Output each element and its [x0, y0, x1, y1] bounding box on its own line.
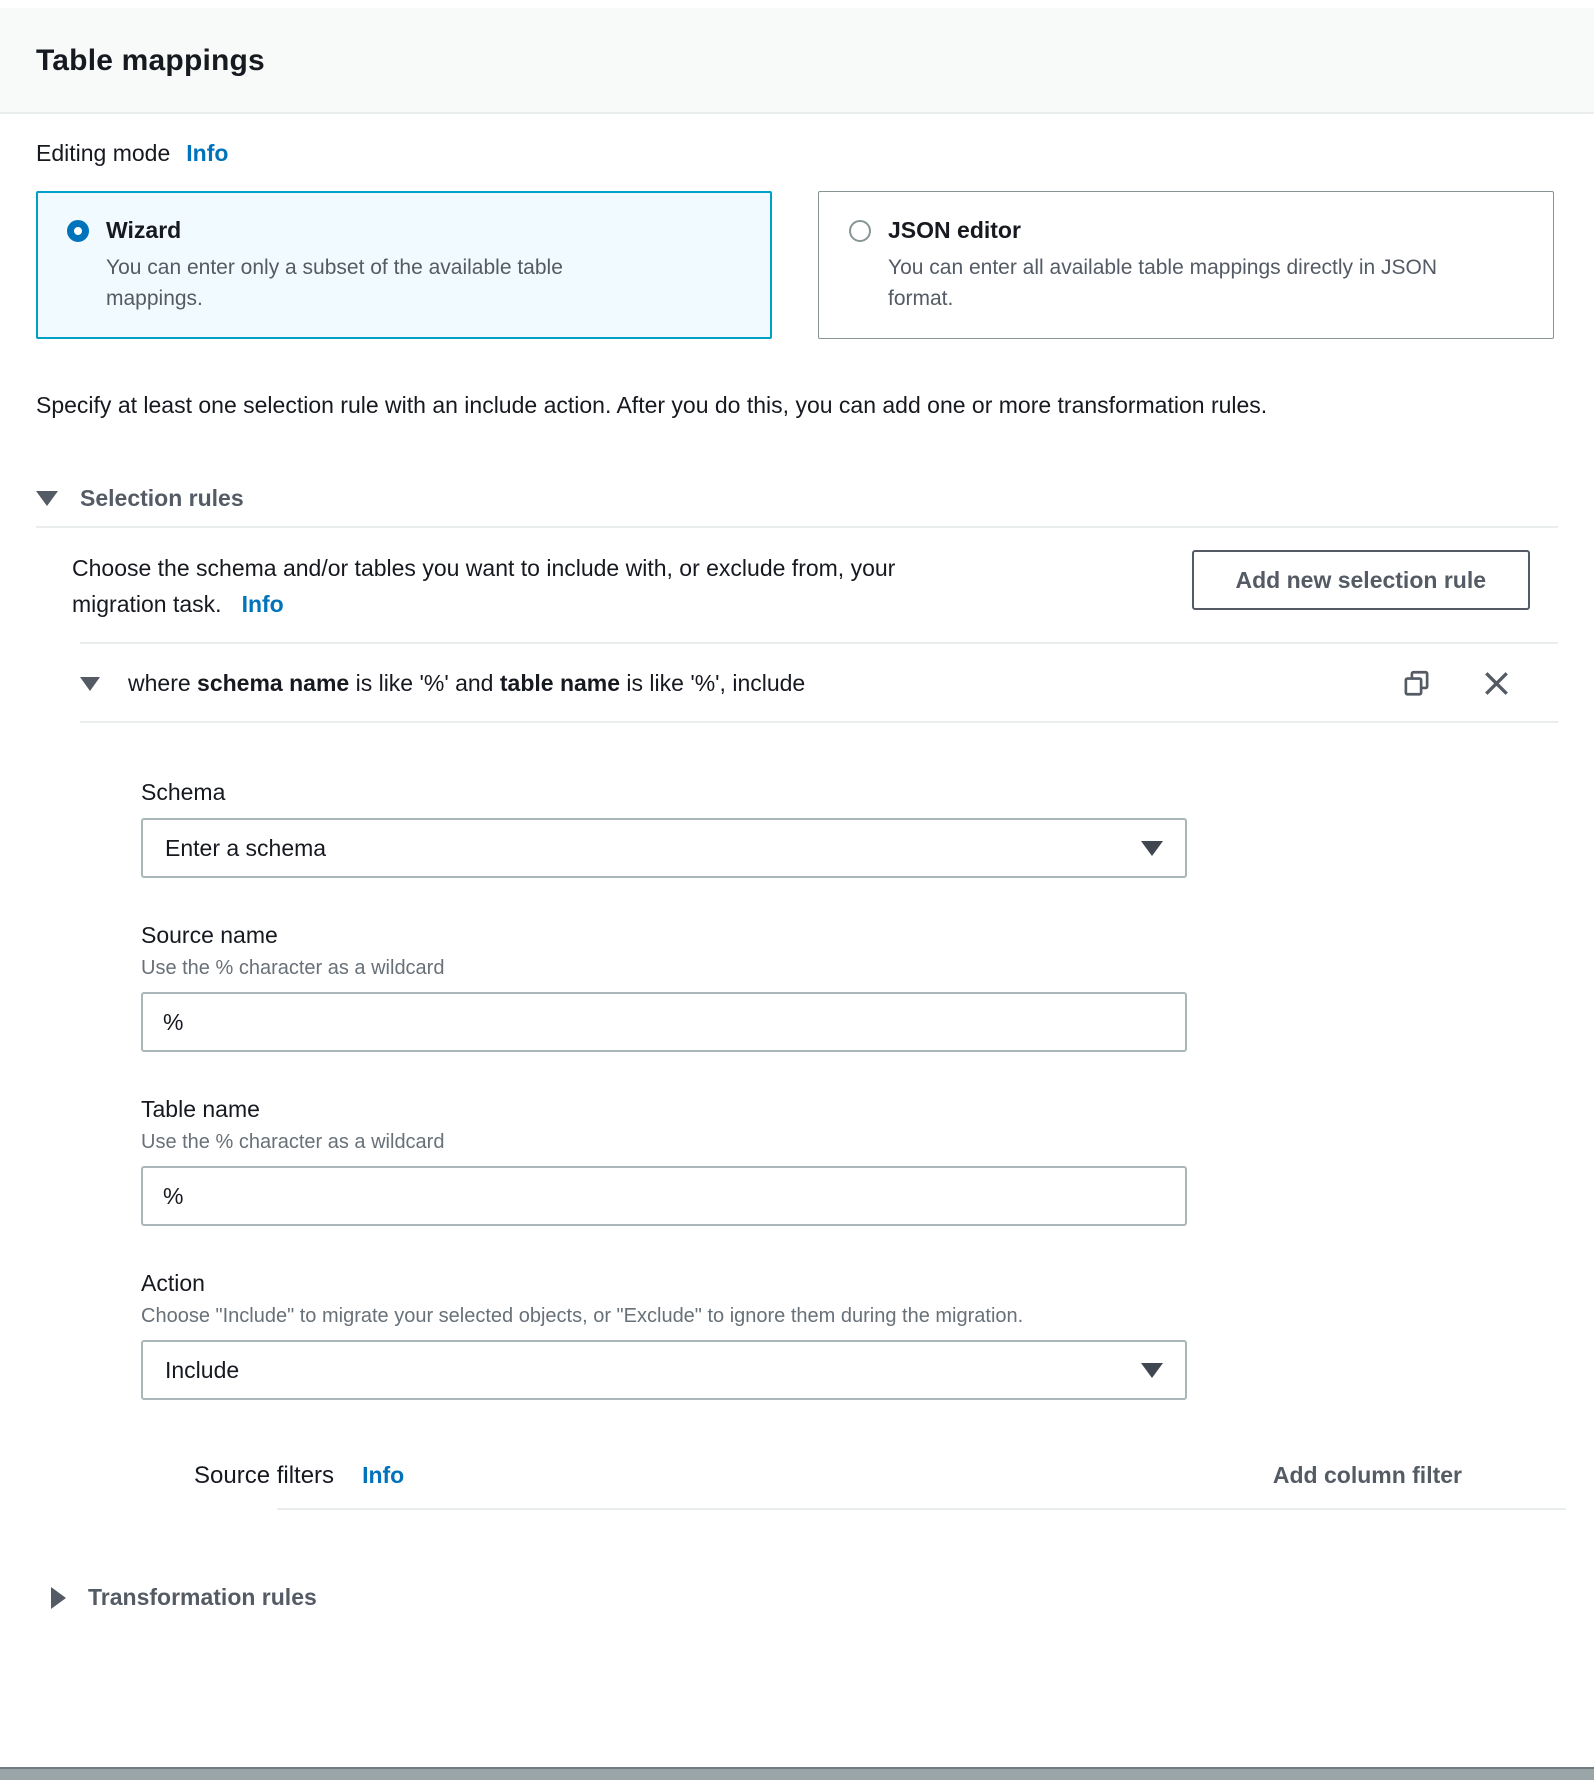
table-name-helper: Use the % character as a wildcard	[141, 1131, 445, 1153]
close-icon	[1481, 668, 1512, 699]
rule-form	[141, 779, 1187, 1400]
top-gap	[0, 0, 1594, 8]
json-editor-option-card[interactable]	[818, 191, 1554, 339]
rule-summary-suffix: is like '%', include	[620, 670, 806, 696]
page-title: Table mappings	[36, 44, 265, 77]
chevron-down-icon	[36, 491, 58, 506]
editing-mode-info-link[interactable]: Info	[186, 140, 229, 166]
selection-rules-content	[72, 550, 1558, 1510]
source-filters-divider	[277, 1508, 1566, 1510]
selection-rules-section-header[interactable]	[36, 485, 1558, 512]
selection-rules-title: Selection rules	[80, 485, 244, 511]
source-name-input[interactable]	[141, 992, 1187, 1052]
editing-mode-label: Editing mode	[36, 140, 171, 166]
action-select[interactable]	[141, 1340, 1187, 1400]
action-select-value: Include	[165, 1356, 240, 1383]
wizard-option-card[interactable]	[36, 191, 772, 339]
add-column-filter-button[interactable]: Add column filter	[1272, 1462, 1462, 1488]
json-editor-option-label: JSON editor	[888, 217, 1021, 243]
rule-header-row	[72, 644, 1558, 721]
rule-summary-schema: schema name	[197, 670, 350, 696]
editing-mode-options	[36, 191, 1558, 339]
selection-rules-toolbar	[72, 550, 1558, 622]
bottom-scrollbar-track[interactable]	[0, 1767, 1594, 1780]
wizard-radio-line	[67, 217, 743, 244]
action-helper: Choose "Include" to migrate your selected objects, or "Exclude" to ignore them during the migration.	[141, 1305, 1024, 1327]
wizard-option-description: You can enter only a subset of the available table mappings.	[106, 256, 563, 310]
duplicate-icon	[1402, 668, 1431, 699]
selection-rules-description-text: Choose the schema and/or tables you want to include with, or exclude from, your migration task.	[72, 555, 896, 617]
dropdown-caret-icon	[1141, 1363, 1163, 1378]
source-name-field-block	[141, 922, 1187, 1052]
schema-field-block	[141, 779, 1187, 878]
source-filters-info-link[interactable]: Info	[362, 1462, 405, 1488]
table-mappings-panel	[0, 140, 1594, 1611]
selection-rules-description	[72, 550, 972, 622]
table-name-input[interactable]	[141, 1166, 1187, 1226]
wizard-option-label: Wizard	[106, 217, 182, 243]
rule-expander-chevron-down-icon[interactable]	[80, 677, 100, 691]
rule-summary-mid: is like '%' and	[349, 670, 500, 696]
editing-mode-row	[36, 140, 1558, 167]
rule-summary-prefix: where	[128, 670, 198, 696]
action-label: Action	[141, 1270, 205, 1296]
rule-summary-table: table name	[499, 670, 621, 696]
selection-rules-info-link[interactable]: Info	[241, 591, 284, 617]
rule-actions	[1402, 668, 1512, 699]
source-name-label: Source name	[141, 922, 278, 948]
transformation-rules-section-header[interactable]	[51, 1584, 1558, 1611]
schema-select[interactable]	[141, 818, 1187, 878]
action-field-block	[141, 1270, 1187, 1400]
page-header	[0, 8, 1594, 114]
rule-header-divider	[80, 721, 1558, 723]
rule-summary	[128, 670, 805, 697]
schema-select-value: Enter a schema	[165, 834, 327, 861]
chevron-right-icon	[51, 1587, 66, 1609]
wizard-radio-button[interactable]	[67, 220, 89, 242]
add-selection-rule-button[interactable]: Add new selection rule	[1192, 550, 1531, 610]
intro-text: Specify at least one selection rule with an include action. After you do this, you can add one or more transformation rules.	[36, 392, 1268, 418]
source-filters-title: Source filters	[194, 1462, 335, 1489]
duplicate-rule-button[interactable]	[1402, 668, 1431, 699]
dropdown-caret-icon	[1141, 841, 1163, 856]
remove-rule-button[interactable]	[1481, 668, 1512, 699]
json-editor-radio-button[interactable]	[849, 220, 871, 242]
source-filters-row	[194, 1462, 1462, 1490]
transformation-rules-title: Transformation rules	[88, 1584, 317, 1610]
json-editor-radio-line	[849, 217, 1525, 244]
table-name-label: Table name	[141, 1096, 260, 1122]
table-name-field-block	[141, 1096, 1187, 1226]
json-editor-option-description: You can enter all available table mappings directly in JSON format.	[888, 256, 1438, 310]
schema-label: Schema	[141, 779, 226, 805]
section-divider	[36, 526, 1558, 528]
source-name-helper: Use the % character as a wildcard	[141, 957, 445, 979]
